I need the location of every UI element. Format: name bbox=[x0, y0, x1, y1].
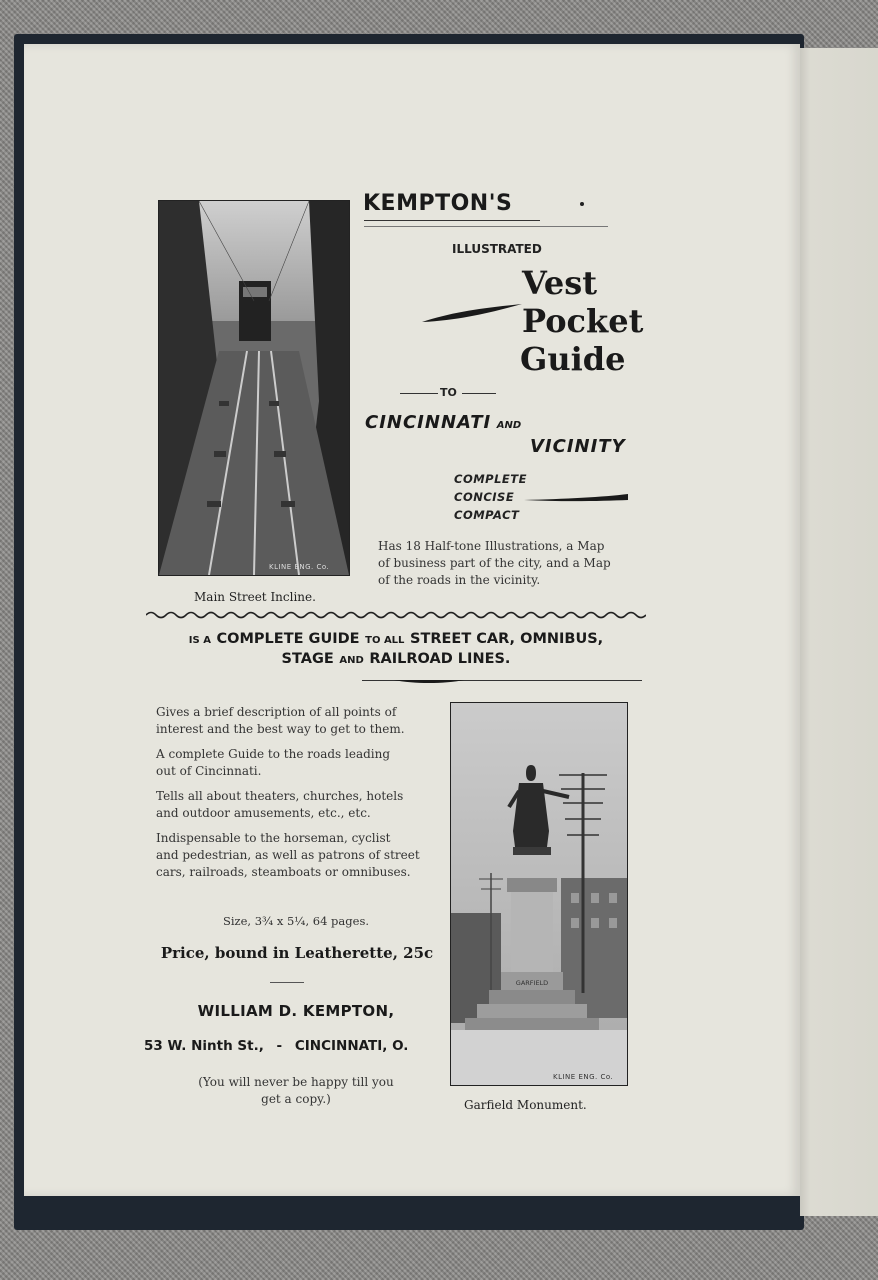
banner-line-2 bbox=[146, 648, 646, 667]
illustrations-note-line: of the roads in the vicinity. bbox=[378, 573, 541, 587]
brand-title: KEMPTON'S bbox=[363, 191, 513, 216]
banner-line-1 bbox=[146, 628, 646, 647]
city-vicinity: VICINITY bbox=[530, 436, 626, 457]
body-line: Tells all about theaters, churches, hotels bbox=[156, 789, 404, 803]
banner-street-car: STREET CAR, OMNIBUS, bbox=[410, 631, 604, 647]
garfield-engraver-credit: KLINE ENG. Co. bbox=[553, 1073, 614, 1081]
incline-photo bbox=[158, 200, 350, 576]
banner-railroad-lines: RAILROAD LINES. bbox=[369, 651, 511, 667]
price-rule bbox=[270, 982, 304, 983]
feature-concise: CONCISE bbox=[454, 490, 515, 504]
body-paragraph-1 bbox=[156, 704, 446, 738]
brand-underline-long bbox=[364, 226, 608, 227]
illustrations-note-line: of business part of the city, and a Map bbox=[378, 556, 611, 570]
publisher-address bbox=[144, 1038, 408, 1054]
body-line: Gives a brief description of all points of bbox=[156, 705, 397, 719]
closing-note bbox=[146, 1074, 446, 1108]
illustrations-note-line: Has 18 Half-tone Illustrations, a Map bbox=[378, 539, 605, 553]
incline-engraver-credit: KLINE ENG. Co. bbox=[269, 563, 330, 571]
garfield-caption: Garfield Monument. bbox=[464, 1098, 587, 1112]
advertisement-page bbox=[24, 44, 800, 1196]
flourish-right bbox=[524, 492, 628, 504]
incline-illustration bbox=[159, 201, 349, 575]
banner-underline-swell bbox=[394, 678, 464, 684]
banner-stage: STAGE bbox=[281, 651, 334, 667]
banner-is-a: IS A bbox=[188, 635, 211, 646]
illustrated-label: ILLUSTRATED bbox=[452, 242, 542, 256]
body-paragraph-3 bbox=[156, 788, 446, 822]
body-line: A complete Guide to the roads leading bbox=[156, 747, 391, 761]
decorative-divider bbox=[146, 610, 646, 620]
to-rule-right bbox=[462, 393, 496, 394]
title-vest: Vest bbox=[522, 264, 598, 302]
plinth-label: GARFIELD bbox=[515, 979, 549, 987]
body-line: and pedestrian, as well as patrons of street bbox=[156, 848, 420, 862]
body-paragraph-2 bbox=[156, 746, 446, 780]
feature-compact: COMPACT bbox=[454, 508, 520, 522]
closing-note-line: (You will never be happy till you bbox=[198, 1075, 394, 1089]
facing-endpaper bbox=[800, 48, 878, 1216]
garfield-photo bbox=[450, 702, 628, 1086]
title-guide: Guide bbox=[520, 340, 626, 378]
incline-caption: Main Street Incline. bbox=[194, 590, 316, 604]
address-city: CINCINNATI, O. bbox=[294, 1038, 409, 1054]
city-line-1 bbox=[365, 412, 521, 433]
feature-complete: COMPLETE bbox=[454, 472, 527, 486]
publisher-name: WILLIAM D. KEMPTON, bbox=[197, 1002, 395, 1020]
illustrations-note bbox=[378, 538, 648, 589]
body-line: cars, railroads, steamboats or omnibuses. bbox=[156, 865, 411, 879]
banner-complete-guide: COMPLETE GUIDE bbox=[216, 631, 360, 647]
city-cincinnati: CINCINNATI bbox=[365, 412, 492, 433]
closing-note-line: get a copy.) bbox=[261, 1092, 331, 1106]
to-rule-left bbox=[400, 393, 438, 394]
address-dash: - bbox=[276, 1038, 283, 1054]
brand-underline bbox=[364, 220, 540, 221]
banner-to-all: TO ALL bbox=[365, 635, 405, 646]
body-line: out of Cincinnati. bbox=[156, 764, 262, 778]
body-line: and outdoor amusements, etc., etc. bbox=[156, 806, 371, 820]
body-paragraph-4 bbox=[156, 830, 456, 881]
to-label: TO bbox=[440, 386, 457, 399]
banner-and: AND bbox=[339, 655, 364, 666]
flourish-left bbox=[422, 302, 522, 326]
address-street: 53 W. Ninth St., bbox=[144, 1038, 264, 1054]
brand-dot bbox=[580, 202, 584, 206]
size-note: Size, 3¾ x 5¼, 64 pages. bbox=[223, 914, 369, 928]
city-and: AND bbox=[496, 420, 522, 431]
body-line: Indispensable to the horseman, cyclist bbox=[156, 831, 391, 845]
body-line: interest and the best way to get to them. bbox=[156, 722, 405, 736]
title-pocket: Pocket bbox=[522, 302, 644, 340]
price-line: Price, bound in Leatherette, 25c bbox=[160, 944, 434, 962]
garfield-illustration bbox=[451, 703, 627, 1085]
